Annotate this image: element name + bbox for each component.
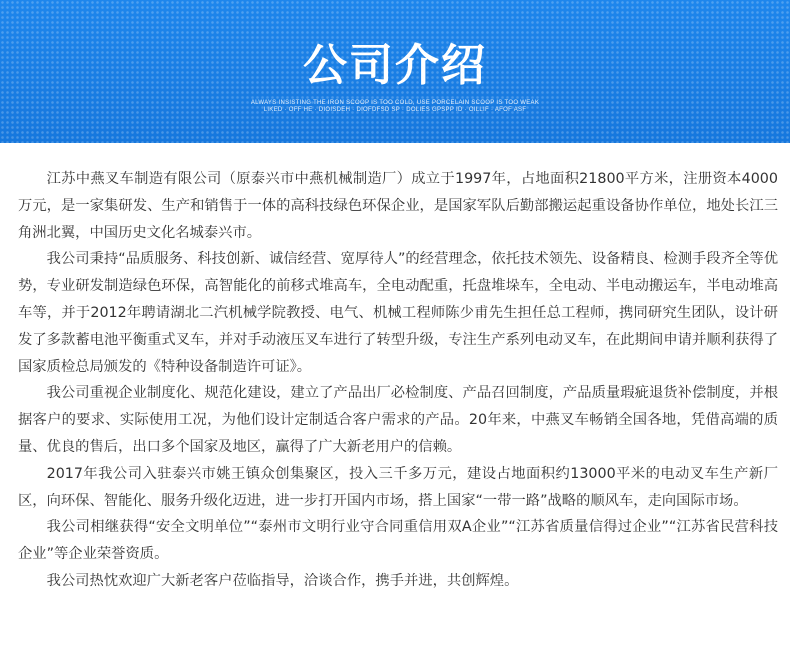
intro-paragraph-quality: 我公司重视企业制度化、规范化建设，建立了产品出厂必检制度、产品召回制度，产品质量瑕疵退货补偿制度，并根据客户的要求、实际使用工况，为他们设计定制适合客户需求的产品。20年来，中燕叉车畅销全国各地，凭借高端的质量、优良的售后，出口多个国家及地区，赢得了广大新老用户的信赖。 bbox=[18, 385, 778, 455]
intro-paragraph-welcome: 我公司热忱欢迎广大新老客户莅临指导，洽谈合作，携手并进，共创辉煌。 bbox=[46, 572, 519, 589]
intro-paragraph-overview: 江苏中燕叉车制造有限公司（原泰兴市中燕机械制造厂）成立于1997年，占地面积21800平方米，注册资本4000万元，是一家集研发、生产和销售于一体的高科技绿色环保企业，是国家军队后勤部搬运起重设备协作单位，地处长江三角洲北翼，中国历史文化名城泰兴市。 bbox=[18, 171, 778, 241]
intro-paragraph-expansion: 2017年我公司入驻泰兴市姚王镇众创集聚区，投入三千多万元，建设占地面积约13000平米的电动叉车生产新厂区，向环保、智能化、服务升级化迈进，进一步打开国内市场，搭上国家“一带一路”战略的顺风车，走向国际市场。 bbox=[18, 465, 778, 509]
intro-paragraph-philosophy: 我公司秉持“品质服务、科技创新、诚信经营、宽厚待人”的经营理念，依托技术领先、设备精良、检测手段齐全等优势，专业研发制造绿色环保，高智能化的前移式堆高车，全电动配重，托盘堆垛车，全电动、半电动搬运车，半电动堆高车等，并于2012年聘请湖北二汽机械学院教授、电气、机械工程师陈少甫先生担任总工程师，携同研究生团队，设计研发了多款蓄电池平衡重式叉车，并对手动液压叉车进行了转型升级，专注生产系列电动叉车，在此期间申请并顺利获得了国家质检总局颁发的《特种设备制造许可证》。 bbox=[18, 251, 778, 375]
header-banner bbox=[0, 0, 790, 143]
page-title: 公司介绍 bbox=[303, 40, 487, 91]
intro-paragraph-honors: 我公司相继获得“安全文明单位”“泰州市文明行业守合同重信用双A企业”“江苏省质量信得过企业”“江苏省民营科技企业”等企业荣誉资质。 bbox=[18, 519, 778, 563]
banner-subtitle-line-2: LIKED · OFF HE · DIOISDEH · DIOFDFSD SP · DOLIES GPSPP ID · OILLIF · AFOF ASF bbox=[263, 107, 527, 113]
banner-subtitle-line-1: ALWAYS INSISTING THE IRON SCOOP IS TOO COLD, USE PORCELAIN SCOOP IS TOO WEAK bbox=[250, 100, 540, 106]
company-intro-body bbox=[18, 166, 778, 595]
